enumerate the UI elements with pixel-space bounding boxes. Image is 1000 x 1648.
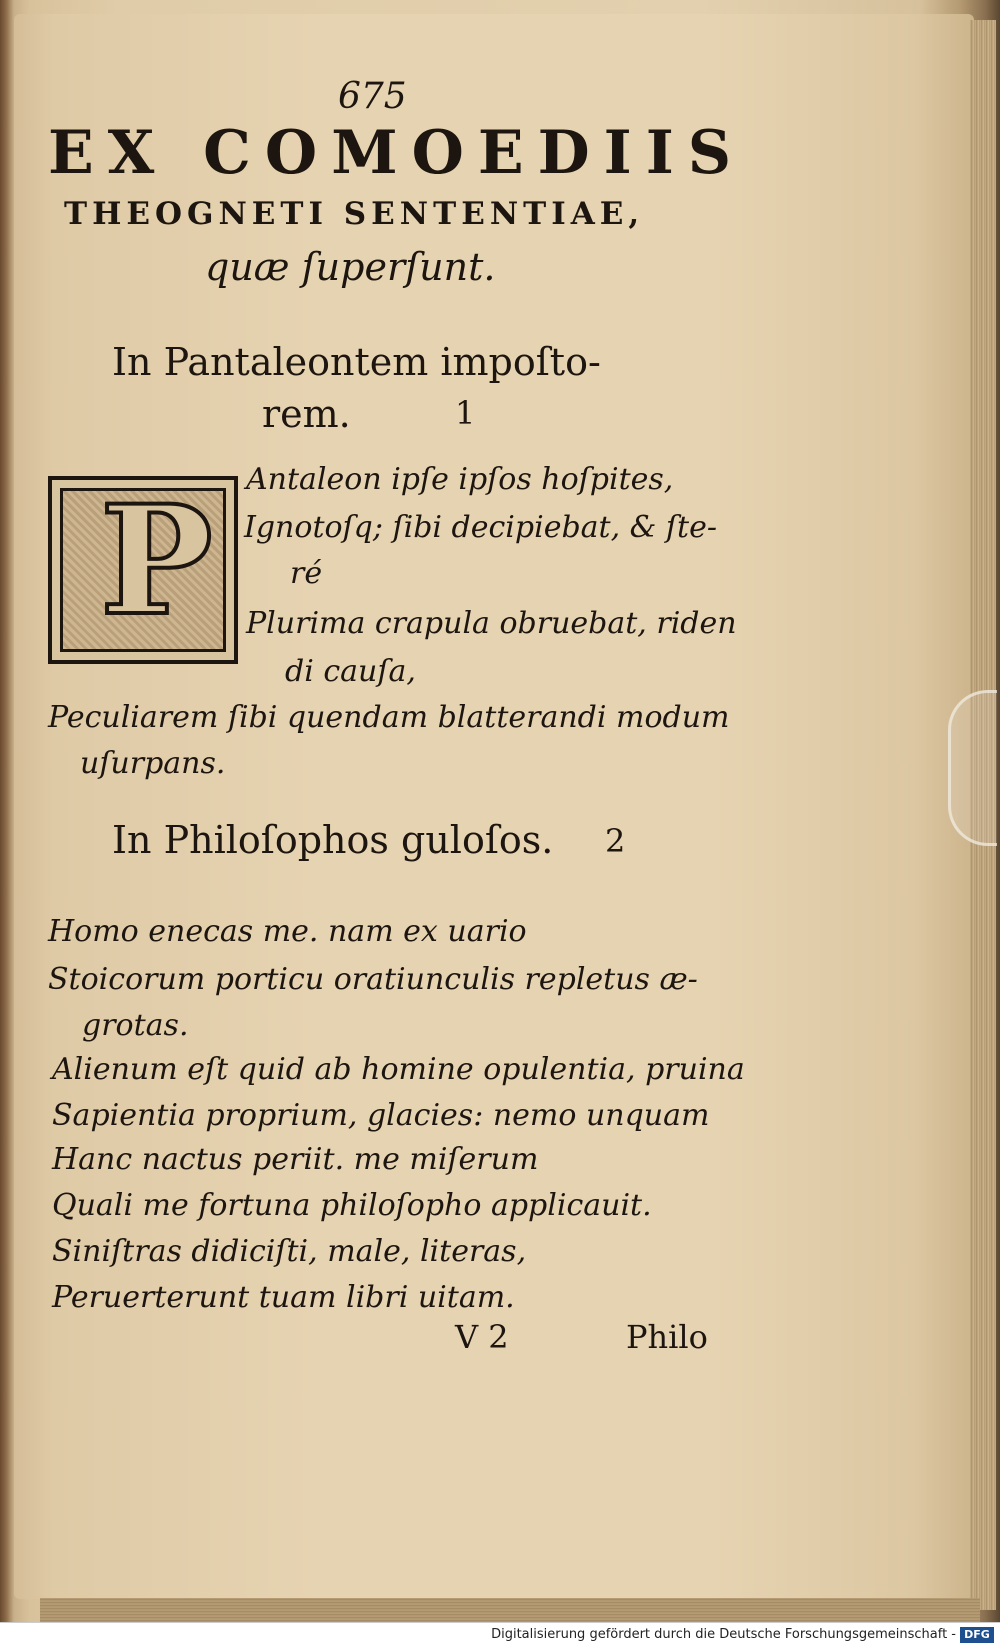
- section1-line: Antaleon ipſe ipſos hoſpites,: [246, 462, 674, 497]
- footer-bar: [0, 1622, 1000, 1648]
- section2-line: Homo enecas me. nam ex uario: [48, 914, 527, 949]
- section2-line: Sapientia proprium, glacies: nemo unquam: [52, 1098, 710, 1133]
- section1-line: Ignotoſq; ſibi decipiebat, & ſte-: [244, 510, 717, 545]
- title-line-3: quæ ſuperſunt.: [205, 245, 496, 289]
- page-edges-bottom: [40, 1598, 980, 1622]
- section1-line: ré: [290, 556, 323, 591]
- section1-number: 1: [455, 394, 476, 432]
- section2-number: 2: [605, 822, 626, 860]
- section2-line: Quali me fortuna philoſopho applicauit.: [52, 1188, 652, 1223]
- initial-letter: P: [100, 473, 213, 649]
- section1-line: Plurima crapula obruebat, riden: [246, 606, 737, 641]
- section1-line: uſurpans.: [80, 746, 226, 781]
- section2-line: Hanc nactus periit. me miſerum: [52, 1142, 539, 1177]
- section2-line: Siniſtras didiciſti, male, literas,: [52, 1234, 527, 1269]
- section2-line: Alienum eſt quid ab homine opulentia, pruina: [52, 1052, 745, 1087]
- title-line-2: THEOGNETI SENTENTIAE,: [64, 196, 645, 232]
- section1-line: di cauſa,: [285, 654, 416, 689]
- signature-mark: V 2: [455, 1318, 509, 1356]
- page-number: 675: [338, 76, 407, 117]
- section1-heading-line1: In Pantaleontem impoſto-: [112, 340, 601, 384]
- clip-icon: [948, 690, 997, 846]
- catchword: Philo: [626, 1318, 708, 1356]
- decorated-initial: [48, 473, 238, 664]
- section2-line: grotas.: [82, 1008, 189, 1043]
- section1-line: Peculiarem ſibi quendam blatterandi modum: [48, 700, 730, 735]
- title-line-1: EX COMOEDIIS: [48, 118, 746, 188]
- dfg-logo-icon[interactable]: DFG: [960, 1627, 994, 1643]
- section2-heading: In Philoſophos guloſos.: [112, 818, 554, 862]
- section2-line: Stoicorum porticu oratiunculis repletus æ-: [48, 962, 698, 997]
- section2-line: Peruerterunt tuam libri uitam.: [52, 1280, 515, 1315]
- footer-credit: Digitalisierung gefördert durch die Deutsche Forschungsgemeinschaft -: [491, 1627, 956, 1642]
- section1-heading-line2: rem.: [262, 392, 351, 436]
